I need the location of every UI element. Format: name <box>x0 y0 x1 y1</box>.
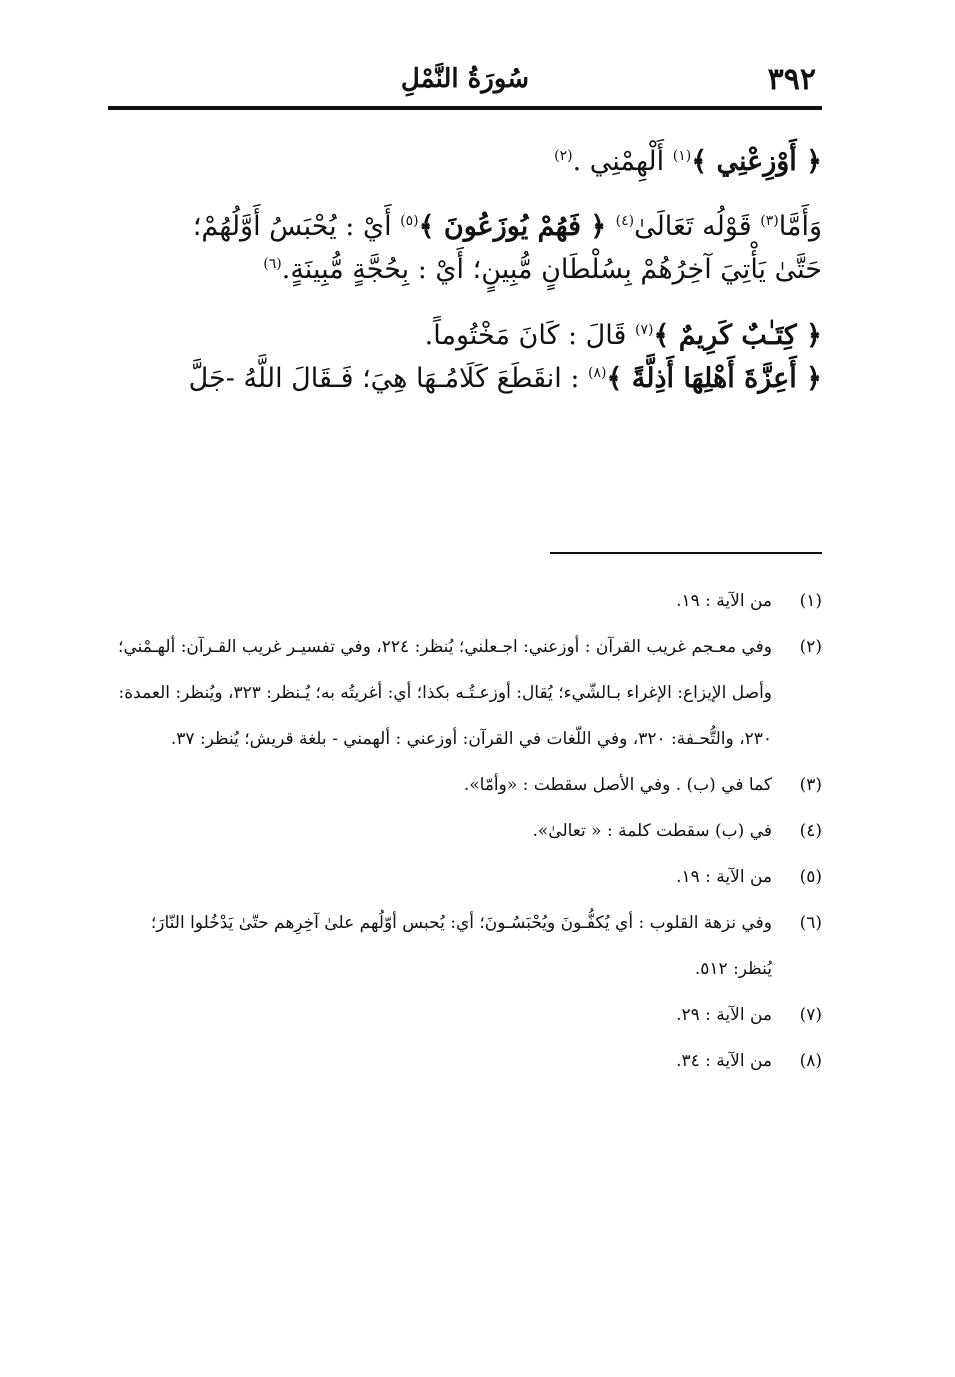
footnote-number: (٢) <box>799 637 822 657</box>
footnote-ref: (٥) <box>400 213 419 230</box>
footnote-number: (١) <box>799 591 822 611</box>
footnote-number: (٦) <box>799 913 822 933</box>
text-line-5 <box>108 357 822 400</box>
footnote-7 <box>108 992 822 1038</box>
page-header <box>108 58 822 106</box>
footnote-text: في (ب) سقطت كلمة : « تعالىٰ». <box>532 821 772 841</box>
main-text <box>108 140 822 400</box>
page-number: ٣٩٢ <box>767 62 816 97</box>
footnote-4 <box>108 808 822 854</box>
surah-title: سُورَةُ النَّمْلِ <box>400 64 530 94</box>
footnote-ref: (٣) <box>760 213 779 230</box>
footnote-number: (٨) <box>799 1051 822 1071</box>
text-line-1 <box>108 140 822 183</box>
text-line-4 <box>108 314 822 357</box>
text-line-2 <box>108 205 822 248</box>
text-segment: قَالَ : كَانَ مَخْتُوماً. <box>424 319 636 351</box>
footnotes <box>108 578 822 1084</box>
quran-quote: ﴿ فَهُمْ يُوزَعُونَ ﴾ <box>418 211 616 243</box>
quran-quote: ﴿ أَعِزَّةَ أَهْلِهَا أَذِلَّةً ﴾ <box>606 362 822 394</box>
text-segment: أَلْهِمْنِي . <box>572 146 673 177</box>
footnote-ref: (٢) <box>554 148 573 164</box>
footnote-5 <box>108 854 822 900</box>
text-segment: قَوْلُه تَعَالَىٰ <box>634 211 761 243</box>
footnote-number: (٥) <box>799 867 822 887</box>
footnote-number: (٣) <box>799 775 822 795</box>
text-segment: أَيْ : يُحْبَسُ أَوَّلُهُمْ؛ <box>192 211 401 243</box>
text-segment: : انقَطَعَ كَلَامُـهَا هِيَ؛ فَـقَالَ اللَّهُ -جَلَّ <box>188 362 589 394</box>
footnote-ref: (١) <box>672 148 692 164</box>
footnote-text: من الآية : ١٩. <box>676 867 772 887</box>
footnote-8 <box>108 1038 822 1084</box>
header-rule <box>108 106 822 110</box>
footnote-ref: (٨) <box>588 364 607 381</box>
footnote-text: من الآية : ٢٩. <box>676 1005 772 1025</box>
footnote-rule <box>550 552 822 554</box>
footnote-number: (٧) <box>799 1005 822 1025</box>
footnote-ref: (٧) <box>635 321 654 338</box>
quran-quote: ﴿ كِتَـٰبٌ كَرِيمٌ ﴾ <box>653 319 822 351</box>
footnote-6 <box>108 900 822 992</box>
footnote-number: (٤) <box>799 821 822 841</box>
footnote-3 <box>108 762 822 808</box>
footnote-text: من الآية : ٣٤. <box>676 1051 772 1071</box>
footnote-text: وفي معـجم غريب القرآن : أوزعني: اجـعلني؛ يُنظر: ٢٢٤، وفي تفسيـر غريب القـرآن: ألهـمْني؛ وأصل الإيزاع: الإغراء بـالشّيء؛ يُقال: أوزعـتُـه بكذا؛ أي: أغريتُه به؛ يُـنظر: ٣٢٣، ويُنظر: العمدة: ٢٣٠، والتُّحـفة: ٣٢٠، وفي اللّغات في القرآن: أوزعني : ألهمني - بلغة قريش؛ يُنظر: ٣٧. <box>118 637 772 749</box>
footnote-ref: (٦) <box>263 256 282 273</box>
footnote-2 <box>108 624 822 762</box>
footnote-text: كما في (ب) . وفي الأصل سقطت : «وأمّا». <box>463 775 772 795</box>
text-segment: وَأَمَّا <box>778 211 822 243</box>
footnote-ref: (٤) <box>615 213 635 230</box>
quran-quote: ﴿ أَوْزِعْنِي ﴾ <box>691 146 822 177</box>
text-segment: حَتَّىٰ يَأْتِيَ آخِرُهُمْ بِسُلْطَانٍ مُّبِينٍ؛ أَيْ : بِحُجَّةٍ مُّبِينَةٍ. <box>281 254 822 286</box>
text-line-3 <box>108 248 822 291</box>
footnote-text: من الآية : ١٩. <box>676 591 772 611</box>
footnote-1 <box>108 578 822 624</box>
footnote-text: وفي نزهة القلوب : أي يُكفُّـونَ ويُحْبَسُـونَ؛ أي: يُحبس أوّلُهم علىٰ آخِرِهم حتّىٰ يَدْخُلوا النّارَ؛ يُنظر: ٥١٢. <box>150 913 772 979</box>
